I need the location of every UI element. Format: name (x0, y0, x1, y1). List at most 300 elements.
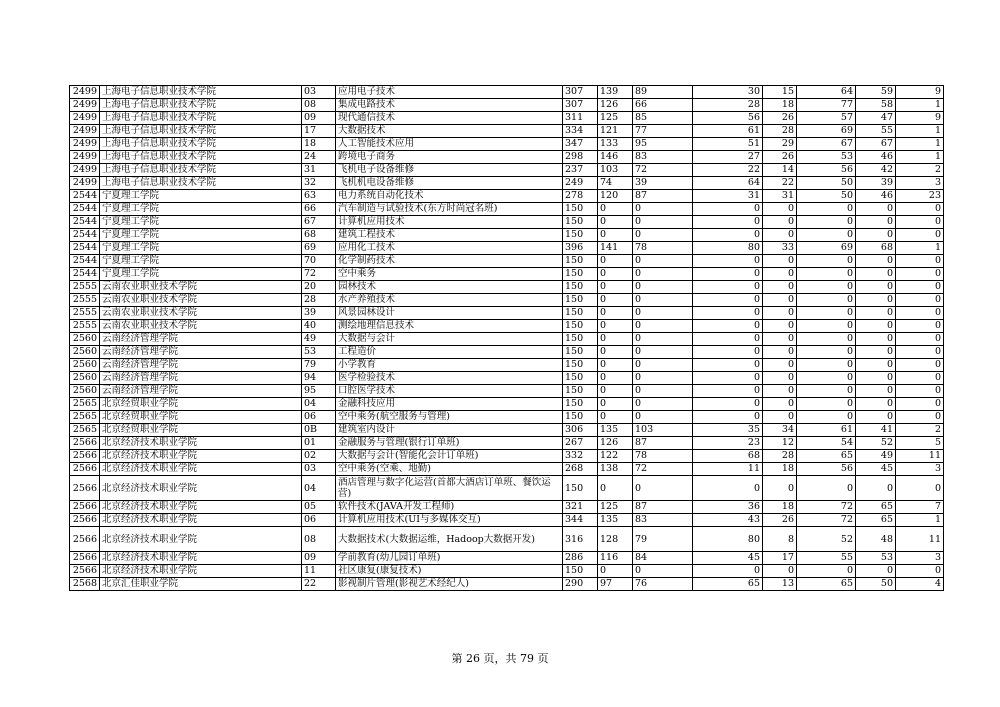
major-name-cell: 飞机电子设备维修 (336, 164, 563, 177)
school-code-cell: 2544 (70, 190, 100, 203)
score-d-cell: 13 (763, 578, 797, 591)
major-code-cell: 66 (302, 203, 336, 216)
major-code-cell: 04 (302, 398, 336, 411)
score-e-cell: 67 (797, 138, 856, 151)
major-name-cell: 社区康复(康复技术) (336, 565, 563, 578)
score-d-cell: 18 (763, 501, 797, 514)
school-code-cell: 2566 (70, 476, 100, 501)
table-row (70, 268, 944, 281)
score-d-cell: 28 (763, 125, 797, 138)
score-total-cell: 150 (563, 294, 598, 307)
school-code-cell: 2499 (70, 138, 100, 151)
school-name-cell: 北京汇佳职业学院 (100, 578, 302, 591)
score-g-cell: 1 (896, 125, 944, 138)
school-name-cell: 北京经贸职业学院 (100, 411, 302, 424)
table-row (70, 501, 944, 514)
score-g-cell: 0 (896, 385, 944, 398)
major-code-cell: 0B (302, 424, 336, 437)
score-total-cell: 150 (563, 372, 598, 385)
score-g-cell: 3 (896, 463, 944, 476)
score-f-cell: 48 (856, 527, 896, 552)
major-code-cell: 06 (302, 514, 336, 527)
score-c-cell: 56 (693, 112, 763, 125)
major-name-cell: 建筑工程技术 (336, 229, 563, 242)
score-b-cell: 0 (633, 333, 693, 346)
school-code-cell: 2544 (70, 255, 100, 268)
school-name-cell: 北京经济技术职业学院 (100, 463, 302, 476)
score-d-cell: 12 (763, 437, 797, 450)
score-c-cell: 0 (693, 281, 763, 294)
score-a-cell: 0 (598, 565, 633, 578)
score-d-cell: 0 (763, 565, 797, 578)
score-b-cell: 83 (633, 514, 693, 527)
score-total-cell: 150 (563, 216, 598, 229)
score-a-cell: 126 (598, 99, 633, 112)
score-e-cell: 0 (797, 320, 856, 333)
score-total-cell: 267 (563, 437, 598, 450)
major-name-cell: 工程造价 (336, 346, 563, 359)
school-code-cell: 2555 (70, 320, 100, 333)
score-b-cell: 0 (633, 203, 693, 216)
score-c-cell: 0 (693, 346, 763, 359)
major-name-cell: 跨境电子商务 (336, 151, 563, 164)
score-e-cell: 64 (797, 86, 856, 99)
score-total-cell: 150 (563, 333, 598, 346)
major-name-cell: 空中乘务 (336, 268, 563, 281)
score-a-cell: 0 (598, 255, 633, 268)
table-row (70, 398, 944, 411)
score-c-cell: 0 (693, 294, 763, 307)
table-row (70, 424, 944, 437)
score-d-cell: 15 (763, 86, 797, 99)
school-code-cell: 2560 (70, 385, 100, 398)
score-c-cell: 0 (693, 320, 763, 333)
score-f-cell: 0 (856, 333, 896, 346)
score-e-cell: 72 (797, 501, 856, 514)
table-row (70, 333, 944, 346)
score-a-cell: 0 (598, 372, 633, 385)
score-b-cell: 87 (633, 437, 693, 450)
score-total-cell: 150 (563, 476, 598, 501)
score-c-cell: 0 (693, 385, 763, 398)
score-a-cell: 0 (598, 294, 633, 307)
school-name-cell: 云南经济管理学院 (100, 372, 302, 385)
major-code-cell: 06 (302, 411, 336, 424)
school-name-cell: 北京经济技术职业学院 (100, 476, 302, 501)
score-b-cell: 103 (633, 424, 693, 437)
score-e-cell: 54 (797, 437, 856, 450)
score-a-cell: 139 (598, 86, 633, 99)
score-g-cell: 11 (896, 527, 944, 552)
school-name-cell: 北京经贸职业学院 (100, 398, 302, 411)
major-code-cell: 24 (302, 151, 336, 164)
major-name-cell: 水产养殖技术 (336, 294, 563, 307)
score-g-cell: 2 (896, 424, 944, 437)
score-f-cell: 45 (856, 463, 896, 476)
score-f-cell: 0 (856, 372, 896, 385)
score-e-cell: 57 (797, 112, 856, 125)
score-c-cell: 0 (693, 398, 763, 411)
major-code-cell: 31 (302, 164, 336, 177)
score-d-cell: 29 (763, 138, 797, 151)
school-code-cell: 2568 (70, 578, 100, 591)
score-total-cell: 268 (563, 463, 598, 476)
score-total-cell: 150 (563, 307, 598, 320)
score-total-cell: 311 (563, 112, 598, 125)
score-d-cell: 0 (763, 229, 797, 242)
table-row (70, 112, 944, 125)
score-f-cell: 0 (856, 216, 896, 229)
score-e-cell: 0 (797, 385, 856, 398)
score-f-cell: 0 (856, 359, 896, 372)
score-g-cell: 0 (896, 229, 944, 242)
school-code-cell: 2566 (70, 527, 100, 552)
score-b-cell: 76 (633, 578, 693, 591)
score-a-cell: 0 (598, 476, 633, 501)
school-name-cell: 云南经济管理学院 (100, 359, 302, 372)
score-c-cell: 61 (693, 125, 763, 138)
table-row (70, 255, 944, 268)
score-total-cell: 298 (563, 151, 598, 164)
score-a-cell: 0 (598, 411, 633, 424)
table-row (70, 242, 944, 255)
score-g-cell: 9 (896, 112, 944, 125)
score-total-cell: 150 (563, 359, 598, 372)
score-g-cell: 1 (896, 151, 944, 164)
score-g-cell: 5 (896, 437, 944, 450)
score-c-cell: 80 (693, 527, 763, 552)
major-name-cell: 园林技术 (336, 281, 563, 294)
school-name-cell: 上海电子信息职业技术学院 (100, 125, 302, 138)
major-name-cell: 电力系统自动化技术 (336, 190, 563, 203)
school-name-cell: 云南农业职业技术学院 (100, 320, 302, 333)
score-g-cell: 11 (896, 450, 944, 463)
major-code-cell: 67 (302, 216, 336, 229)
score-g-cell: 4 (896, 578, 944, 591)
table-row (70, 203, 944, 216)
score-c-cell: 43 (693, 514, 763, 527)
score-d-cell: 0 (763, 216, 797, 229)
score-c-cell: 80 (693, 242, 763, 255)
school-name-cell: 宁夏理工学院 (100, 203, 302, 216)
major-name-cell: 人工智能技术应用 (336, 138, 563, 151)
score-g-cell: 1 (896, 514, 944, 527)
score-b-cell: 83 (633, 151, 693, 164)
school-name-cell: 云南农业职业技术学院 (100, 294, 302, 307)
school-code-cell: 2499 (70, 86, 100, 99)
school-name-cell: 云南经济管理学院 (100, 385, 302, 398)
score-g-cell: 0 (896, 268, 944, 281)
score-a-cell: 0 (598, 398, 633, 411)
school-code-cell: 2555 (70, 307, 100, 320)
score-e-cell: 0 (797, 565, 856, 578)
major-name-cell: 金融科技应用 (336, 398, 563, 411)
school-code-cell: 2544 (70, 229, 100, 242)
score-b-cell: 0 (633, 385, 693, 398)
major-code-cell: 39 (302, 307, 336, 320)
score-b-cell: 72 (633, 164, 693, 177)
score-f-cell: 0 (856, 307, 896, 320)
school-code-cell: 2544 (70, 216, 100, 229)
score-d-cell: 0 (763, 359, 797, 372)
score-e-cell: 0 (797, 203, 856, 216)
score-g-cell: 0 (896, 216, 944, 229)
score-g-cell: 0 (896, 346, 944, 359)
school-code-cell: 2544 (70, 242, 100, 255)
score-g-cell: 0 (896, 372, 944, 385)
score-a-cell: 103 (598, 164, 633, 177)
score-a-cell: 0 (598, 385, 633, 398)
score-f-cell: 46 (856, 151, 896, 164)
score-c-cell: 0 (693, 476, 763, 501)
score-f-cell: 59 (856, 86, 896, 99)
major-code-cell: 68 (302, 229, 336, 242)
score-e-cell: 50 (797, 190, 856, 203)
score-total-cell: 278 (563, 190, 598, 203)
major-code-cell: 08 (302, 527, 336, 552)
major-code-cell: 28 (302, 294, 336, 307)
score-d-cell: 0 (763, 307, 797, 320)
score-e-cell: 77 (797, 99, 856, 112)
score-c-cell: 65 (693, 578, 763, 591)
score-b-cell: 0 (633, 255, 693, 268)
score-f-cell: 41 (856, 424, 896, 437)
score-a-cell: 0 (598, 268, 633, 281)
table-row (70, 437, 944, 450)
score-total-cell: 150 (563, 281, 598, 294)
score-b-cell: 78 (633, 450, 693, 463)
score-f-cell: 0 (856, 203, 896, 216)
major-code-cell: 70 (302, 255, 336, 268)
table-row (70, 385, 944, 398)
score-total-cell: 150 (563, 398, 598, 411)
major-code-cell: 11 (302, 565, 336, 578)
score-b-cell: 0 (633, 294, 693, 307)
score-a-cell: 138 (598, 463, 633, 476)
score-b-cell: 39 (633, 177, 693, 190)
table-row (70, 125, 944, 138)
score-f-cell: 50 (856, 578, 896, 591)
score-f-cell: 49 (856, 450, 896, 463)
score-e-cell: 69 (797, 125, 856, 138)
score-total-cell: 307 (563, 86, 598, 99)
major-name-cell: 化学制药技术 (336, 255, 563, 268)
score-d-cell: 0 (763, 385, 797, 398)
major-code-cell: 09 (302, 552, 336, 565)
score-b-cell: 0 (633, 565, 693, 578)
school-name-cell: 北京经济技术职业学院 (100, 450, 302, 463)
score-total-cell: 344 (563, 514, 598, 527)
score-c-cell: 27 (693, 151, 763, 164)
school-code-cell: 2566 (70, 501, 100, 514)
major-name-cell: 集成电路技术 (336, 99, 563, 112)
school-name-cell: 上海电子信息职业技术学院 (100, 164, 302, 177)
score-f-cell: 46 (856, 190, 896, 203)
score-c-cell: 51 (693, 138, 763, 151)
score-d-cell: 0 (763, 294, 797, 307)
school-code-cell: 2499 (70, 125, 100, 138)
score-b-cell: 0 (633, 216, 693, 229)
school-code-cell: 2555 (70, 294, 100, 307)
major-code-cell: 08 (302, 99, 336, 112)
score-total-cell: 150 (563, 411, 598, 424)
school-code-cell: 2560 (70, 359, 100, 372)
table-row (70, 99, 944, 112)
score-a-cell: 0 (598, 216, 633, 229)
score-total-cell: 150 (563, 268, 598, 281)
score-a-cell: 0 (598, 229, 633, 242)
score-g-cell: 0 (896, 411, 944, 424)
score-a-cell: 116 (598, 552, 633, 565)
score-a-cell: 125 (598, 501, 633, 514)
score-a-cell: 135 (598, 514, 633, 527)
score-g-cell: 0 (896, 203, 944, 216)
major-name-cell: 金融服务与管理(银行订单班) (336, 437, 563, 450)
score-total-cell: 286 (563, 552, 598, 565)
score-total-cell: 334 (563, 125, 598, 138)
major-name-cell: 大数据与会计(智能化会计订单班) (336, 450, 563, 463)
score-total-cell: 321 (563, 501, 598, 514)
score-a-cell: 128 (598, 527, 633, 552)
score-f-cell: 39 (856, 177, 896, 190)
score-a-cell: 120 (598, 190, 633, 203)
score-e-cell: 53 (797, 151, 856, 164)
school-code-cell: 2499 (70, 177, 100, 190)
table-row (70, 527, 944, 552)
score-a-cell: 122 (598, 450, 633, 463)
score-c-cell: 45 (693, 552, 763, 565)
major-code-cell: 01 (302, 437, 336, 450)
school-name-cell: 北京经济技术职业学院 (100, 501, 302, 514)
score-b-cell: 87 (633, 501, 693, 514)
major-code-cell: 63 (302, 190, 336, 203)
score-e-cell: 0 (797, 411, 856, 424)
major-code-cell: 32 (302, 177, 336, 190)
score-d-cell: 18 (763, 463, 797, 476)
score-f-cell: 65 (856, 514, 896, 527)
major-name-cell: 计算机应用技术(UI与多媒体交互) (336, 514, 563, 527)
score-f-cell: 47 (856, 112, 896, 125)
score-a-cell: 0 (598, 320, 633, 333)
major-code-cell: 72 (302, 268, 336, 281)
score-total-cell: 150 (563, 320, 598, 333)
score-c-cell: 0 (693, 229, 763, 242)
score-a-cell: 146 (598, 151, 633, 164)
school-name-cell: 云南经济管理学院 (100, 333, 302, 346)
table-row (70, 372, 944, 385)
score-b-cell: 0 (633, 346, 693, 359)
major-name-cell: 空中乘务(空乘、地勤) (336, 463, 563, 476)
score-e-cell: 61 (797, 424, 856, 437)
score-f-cell: 65 (856, 501, 896, 514)
score-f-cell: 55 (856, 125, 896, 138)
score-total-cell: 150 (563, 229, 598, 242)
score-c-cell: 35 (693, 424, 763, 437)
score-d-cell: 0 (763, 268, 797, 281)
school-code-cell: 2565 (70, 424, 100, 437)
score-f-cell: 0 (856, 385, 896, 398)
score-c-cell: 28 (693, 99, 763, 112)
score-f-cell: 0 (856, 476, 896, 501)
score-e-cell: 0 (797, 398, 856, 411)
score-a-cell: 121 (598, 125, 633, 138)
score-b-cell: 0 (633, 320, 693, 333)
score-b-cell: 0 (633, 229, 693, 242)
score-e-cell: 0 (797, 333, 856, 346)
major-name-cell: 建筑室内设计 (336, 424, 563, 437)
table-row (70, 229, 944, 242)
score-g-cell: 1 (896, 99, 944, 112)
table-row (70, 294, 944, 307)
school-name-cell: 宁夏理工学院 (100, 255, 302, 268)
score-f-cell: 0 (856, 229, 896, 242)
major-code-cell: 94 (302, 372, 336, 385)
score-b-cell: 85 (633, 112, 693, 125)
score-c-cell: 0 (693, 333, 763, 346)
score-d-cell: 0 (763, 411, 797, 424)
school-name-cell: 上海电子信息职业技术学院 (100, 112, 302, 125)
school-name-cell: 北京经济技术职业学院 (100, 565, 302, 578)
score-total-cell: 150 (563, 203, 598, 216)
score-b-cell: 0 (633, 411, 693, 424)
score-g-cell: 0 (896, 565, 944, 578)
major-name-cell: 医学检验技术 (336, 372, 563, 385)
score-c-cell: 36 (693, 501, 763, 514)
table-body (70, 86, 944, 591)
score-f-cell: 0 (856, 281, 896, 294)
table-row (70, 164, 944, 177)
score-f-cell: 0 (856, 255, 896, 268)
score-c-cell: 31 (693, 190, 763, 203)
major-code-cell: 05 (302, 501, 336, 514)
major-name-cell: 风景园林设计 (336, 307, 563, 320)
score-g-cell: 0 (896, 255, 944, 268)
major-name-cell: 大数据技术 (336, 125, 563, 138)
major-name-cell: 影视制片管理(影视艺术经纪人) (336, 578, 563, 591)
score-a-cell: 133 (598, 138, 633, 151)
school-code-cell: 2566 (70, 514, 100, 527)
score-f-cell: 58 (856, 99, 896, 112)
school-name-cell: 上海电子信息职业技术学院 (100, 86, 302, 99)
table-row (70, 411, 944, 424)
school-code-cell: 2566 (70, 463, 100, 476)
table-row (70, 359, 944, 372)
school-name-cell: 北京经济技术职业学院 (100, 437, 302, 450)
score-total-cell: 150 (563, 255, 598, 268)
major-name-cell: 学前教育(幼儿园订单班) (336, 552, 563, 565)
score-g-cell: 0 (896, 333, 944, 346)
major-name-cell: 应用电子技术 (336, 86, 563, 99)
score-e-cell: 0 (797, 216, 856, 229)
score-d-cell: 0 (763, 346, 797, 359)
major-code-cell: 95 (302, 385, 336, 398)
school-code-cell: 2560 (70, 346, 100, 359)
score-b-cell: 0 (633, 372, 693, 385)
major-code-cell: 49 (302, 333, 336, 346)
major-code-cell: 04 (302, 476, 336, 501)
score-e-cell: 0 (797, 476, 856, 501)
score-b-cell: 77 (633, 125, 693, 138)
score-c-cell: 0 (693, 411, 763, 424)
school-code-cell: 2544 (70, 203, 100, 216)
major-name-cell: 汽车制造与试验技术(东方时尚冠名班) (336, 203, 563, 216)
score-c-cell: 0 (693, 307, 763, 320)
score-b-cell: 0 (633, 359, 693, 372)
score-f-cell: 42 (856, 164, 896, 177)
score-c-cell: 0 (693, 359, 763, 372)
score-a-cell: 0 (598, 203, 633, 216)
school-code-cell: 2565 (70, 411, 100, 424)
